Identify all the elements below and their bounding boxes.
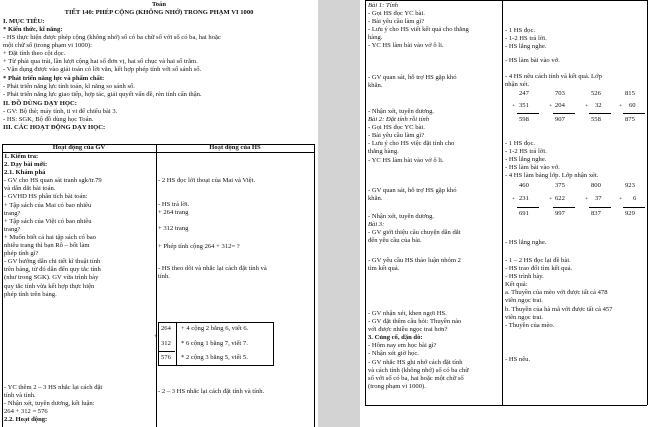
gv-line: trên bảng, từ đó dẫn đến quy tắc tính: [4, 266, 101, 274]
gv-line: khăn.: [368, 195, 383, 203]
gv-line: 264 + 312 = 576: [4, 408, 48, 416]
teacher-column-5: [368, 213, 461, 245]
bai2-result: 929: [625, 210, 635, 217]
hs-line: - HS lắng nghe.: [505, 156, 547, 164]
plus-sign: +: [154, 333, 158, 340]
bai1-result: 558: [591, 116, 601, 123]
section-activities: III. CÁC HOẠT ĐỘNG DẠY HỌC:: [3, 124, 106, 131]
gv-line: trang?: [4, 209, 21, 217]
gv-line: tìm kết quả.: [368, 265, 400, 273]
student-column-3: [158, 265, 267, 281]
gv-line: - Lưu ý cho HS việc đặt tính cho: [368, 140, 455, 148]
knowledge-line: - Vận dụng được vào giải toán có lời văn, kết hợp phép tính với số sánh số.: [3, 66, 202, 74]
bai1-operand: 351: [519, 102, 529, 109]
header-teacher: Hoạt động của GV: [52, 144, 106, 151]
bai1-result: 598: [519, 116, 529, 123]
teacher-column-4: [368, 187, 457, 203]
student-column-2: [158, 201, 189, 217]
bai2-operand: 460: [519, 182, 529, 189]
worked-value: 312: [161, 340, 171, 347]
gv-line: phép tính trên bảng.: [4, 290, 57, 298]
gv-line: - Nhận xét giờ học.: [368, 350, 419, 358]
teacher-column: [368, 2, 469, 51]
hs-line: + 264 trang: [158, 209, 189, 217]
gv-line: phép tính gì?: [4, 250, 39, 258]
document-page-right: [360, 0, 650, 427]
development-heading: * Phát triển năng lực và phẩm chất:: [3, 75, 105, 82]
gv-line: Bài 2: Đặt tính rồi tính: [368, 116, 429, 124]
gv-line: Bài 3:: [368, 221, 385, 229]
gv-line: - YC HS làm bài vào vở ô li.: [368, 42, 444, 50]
bai2-result: 997: [555, 210, 565, 217]
gv-line: - GV hướng dẫn chi tiết kĩ thuật tính: [4, 258, 101, 266]
gv-line: - Gọi HS đọc YC bài.: [368, 124, 425, 132]
gv-line: và cách tính (không nhớ) số có ba chữ: [368, 366, 469, 374]
development-line: - Phát triển năng lực giao tiếp, hợp tác, giải quyết vấn đề, rèn tính cẩn thận.: [3, 91, 202, 99]
hs-line: - HS làm bài vào vở.: [505, 164, 560, 172]
teacher-column-bottom: [4, 384, 102, 424]
plus-sign: +: [549, 103, 553, 109]
gv-line: - GV cho HS quan sát tranh sgk/tr.79: [4, 177, 102, 185]
lesson-title: TIẾT 140: PHÉP CỘNG (KHÔNG NHỚ) TRONG PHẠM VI 1000: [64, 9, 254, 16]
student-column-4: [505, 257, 612, 330]
bai2-operand: 800: [591, 182, 601, 189]
document-page-left: [0, 0, 318, 427]
bai2-result: 837: [591, 210, 601, 217]
teacher-column-3: [368, 108, 454, 165]
bai2-operand: 923: [625, 182, 635, 189]
teacher-column-6: [368, 257, 461, 273]
knowledge-line: một chữ số (trong phạm vi 1000):: [3, 42, 92, 50]
gv-line: - GV quan sát, hỗ trợ HS gặp khó: [368, 74, 457, 81]
hs-line: - 1 HS đọc.: [505, 27, 536, 34]
bai2-result: 691: [519, 210, 529, 217]
hs-line: + Phép tính cộng 264 + 312= ?: [158, 243, 240, 250]
hs-line: + 312 trang: [158, 225, 189, 232]
hs-line: Kết quả:: [505, 281, 528, 289]
bai1-result: 907: [555, 116, 565, 123]
tools-line: - GV: Bộ thẻ; máy tính, ti vi để chiếu bài 3.: [3, 108, 118, 115]
gv-line: - Gọi HS đọc YC bài.: [368, 10, 425, 18]
section-tools: II. ĐỒ DÙNG DẠY HỌC:: [3, 100, 77, 107]
hs-line: - 4 HS nêu cách tính và kết quả. Lớp: [505, 73, 602, 80]
gv-line: - GV nhắc HS ghi nhớ cách đặt tính: [368, 358, 463, 366]
bai1-operand: 60: [629, 102, 636, 109]
student-column: [505, 27, 547, 51]
bai1-operand: 204: [555, 102, 565, 109]
gv-line: (trong phạm vi 1000).: [368, 382, 426, 390]
plus-sign: +: [585, 196, 589, 202]
student-column-2: [505, 73, 602, 89]
hs-line: b. Thuyền của hà mã vớt được tất cả 457: [505, 305, 613, 313]
knowledge-text: [3, 34, 221, 74]
bai2-row-c: [507, 210, 645, 218]
gv-line: hàng.: [368, 34, 383, 42]
gv-line: thẳng hàng.: [368, 148, 399, 156]
bai1-operand: 526: [591, 90, 601, 97]
bai1-operand: 815: [625, 90, 635, 97]
plus-sign: +: [512, 103, 516, 109]
worked-step: * 2 cộng 3 bằng 5, viết 5.: [181, 354, 248, 361]
hs-line: - HS trả lời.: [158, 201, 190, 208]
gv-line: - Nhận xét, tuyên dương.: [368, 108, 435, 115]
gv-line: 2.2. Hoạt động:: [4, 416, 48, 424]
development-text: [3, 83, 202, 99]
hs-line: - 2 – 3 HS nhắc lại cách đặt tính và tính.: [158, 388, 265, 395]
hs-line: nhận xét.: [505, 81, 530, 89]
gv-line: + Muốn biết cả hai tập sách có bao: [4, 233, 96, 241]
tools-text: [3, 108, 117, 124]
gv-line: - YC thêm 2 – 3 HS nhắc lại cách đặt: [4, 384, 103, 391]
bai2-operand: 37: [595, 195, 602, 202]
gv-line: quy tắc tính vừa kết hợp thực hiện: [4, 282, 95, 290]
bai1-operand: 247: [519, 90, 529, 97]
bai2-operand: 375: [555, 182, 565, 189]
hs-line: - HS làm bài vào vở.: [505, 57, 560, 64]
bai1-row-a: [507, 90, 645, 98]
gv-line: - GV nhận xét, khen ngợi HS.: [368, 310, 447, 317]
bai1-operand: 32: [595, 102, 602, 109]
gv-line: - Hôm nay em học bài gì?: [368, 342, 437, 350]
hs-line: - 1-2 HS trả lời.: [505, 148, 547, 156]
student-column-3: [505, 140, 598, 180]
bai1-row-b: [507, 102, 645, 110]
hs-line: - HS nêu.: [505, 356, 531, 363]
gv-line: - GV đặt thêm câu hỏi: Thuyền nào: [368, 318, 462, 326]
hs-line: - 1 – 2 HS đọc lại đề bài.: [505, 257, 571, 264]
hs-line: - 2 HS đọc lời thoại của Mai và Việt.: [158, 177, 256, 184]
gv-line: - Lưu ý cho HS viết kết quả cho thẳng: [368, 26, 469, 34]
gv-line: 2. Dạy bài mới:: [4, 161, 48, 169]
section-objectives: I. MỤC TIÊU:: [3, 18, 45, 25]
plus-sign: +: [549, 196, 553, 202]
gv-line: + Tập sách của Việt có bao nhiêu: [4, 217, 92, 225]
gv-line: - Bài yêu cầu làm gì?: [368, 132, 425, 140]
student-column: [158, 177, 255, 185]
teacher-column-2: [368, 74, 457, 90]
hs-line: tính.: [158, 273, 170, 281]
gv-line: - GV quan sát, hỗ trợ HS gặp khó: [368, 187, 457, 194]
worked-value: 264: [161, 325, 171, 332]
bai1-row-c: [507, 116, 645, 124]
gv-line: - Bài yêu cầu làm gì?: [368, 18, 425, 26]
knowledge-line: + Đặt tính theo cột dọc.: [3, 50, 66, 58]
worked-value: 576: [161, 354, 171, 361]
bai1-operand: 703: [555, 90, 565, 97]
hs-line: viên ngọc trai.: [505, 313, 543, 321]
bai2-operand: 622: [555, 195, 565, 202]
hs-line: - 1 HS đọc.: [505, 140, 536, 147]
gv-line: (như trong SGK). GV vừa trình bày: [4, 274, 99, 282]
gv-line: Bài 1: Tính: [368, 2, 399, 9]
hs-line: - 1-2 HS trả lời.: [505, 35, 547, 43]
bai2-row-a: [507, 182, 645, 190]
gv-line: 1. Kiểm tra:: [4, 153, 39, 160]
gv-line: - GVHD HS phân tích bài toán:: [4, 193, 88, 201]
worked-step: * 6 cộng 1 bằng 7, viết 7.: [181, 340, 248, 347]
subject-heading: Toán: [151, 1, 167, 8]
gv-line: tính và tính.: [4, 392, 36, 400]
teacher-column: [4, 153, 102, 299]
tools-line: - HS: SGK, Bộ đồ dùng học Toán.: [3, 116, 94, 124]
hs-line: - HS lắng nghe.: [505, 43, 547, 51]
plus-sign: +: [619, 196, 623, 202]
gv-line: - GV yêu cầu HS thảo luận nhóm 2: [368, 257, 461, 264]
gv-line: và dẫn dắt bài toán.: [4, 185, 56, 193]
header-student: Hoạt động của HS: [209, 144, 261, 151]
bai2-operand: 231: [519, 195, 529, 202]
gv-line: 3. Củng cố, dặn dò:: [368, 334, 423, 342]
knowledge-heading: * Kiến thức, kĩ năng:: [3, 26, 63, 33]
gv-line: đến yêu cầu của bài.: [368, 237, 422, 245]
plus-sign: +: [619, 103, 623, 109]
hs-line: - HS lắng nghe.: [505, 239, 547, 246]
hs-line: - Thuyền của mèo.: [505, 321, 555, 329]
worked-step: + 4 cộng 2 bằng 6, viết 6.: [181, 325, 249, 332]
gv-line: - Nhận xét, tuyên dương.: [368, 213, 435, 220]
plus-sign: +: [585, 103, 589, 109]
teacher-column-7: [368, 310, 469, 391]
hs-line: - HS trình bày.: [505, 273, 544, 281]
bai2-operand: 6: [633, 195, 637, 202]
gv-line: - YC HS làm bài vào vở ô li.: [368, 156, 444, 164]
gv-line: số với số có ba, hai hoặc một chữ số: [368, 374, 464, 382]
hs-line: viên ngọc trai.: [505, 297, 543, 305]
development-line: - Phát triển năng lực tính toán, kĩ năng so sánh số.: [3, 83, 135, 90]
hs-line: - 4 HS làm bảng lớp. Lớp nhận xét.: [505, 172, 599, 180]
bai2-row-b: [507, 195, 645, 203]
hs-line: a. Thuyền của mèo vớt được tất cả 478: [505, 289, 608, 297]
gv-line: khăn.: [368, 82, 383, 90]
gv-line: nhiêu trang thì bạn Rô – bốt làm: [4, 242, 90, 250]
hs-line: - HS trao đổi tìm kết quả.: [505, 265, 573, 273]
bai1-result: 875: [625, 116, 635, 123]
gv-line: - Nhận xét, tuyên dương, kết luận:: [4, 400, 95, 408]
knowledge-line: - HS thực hiện được phép cộng (không nhớ) số có ba chữ số với số có ba, hai hoặc: [3, 34, 221, 41]
gv-line: 2.1. Khám phá: [4, 169, 46, 177]
knowledge-line: + Từ phải qua trái, lần lượt cộng hai số đơn vị, hai số chục và hai số trăm.: [3, 58, 198, 66]
plus-sign: +: [512, 196, 516, 202]
gv-line: - GV giới thiệu câu chuyện dẫn dắt: [368, 229, 461, 237]
worked-example: [154, 322, 274, 366]
hs-line: - HS theo dõi và nhắc lại cách đặt tính và: [158, 265, 267, 272]
gv-line: với được nhiều ngọc trai hơn?: [368, 326, 448, 334]
gv-line: + Tập sách của Mai có bao nhiêu: [4, 201, 92, 209]
gv-line: trang?: [4, 225, 21, 233]
